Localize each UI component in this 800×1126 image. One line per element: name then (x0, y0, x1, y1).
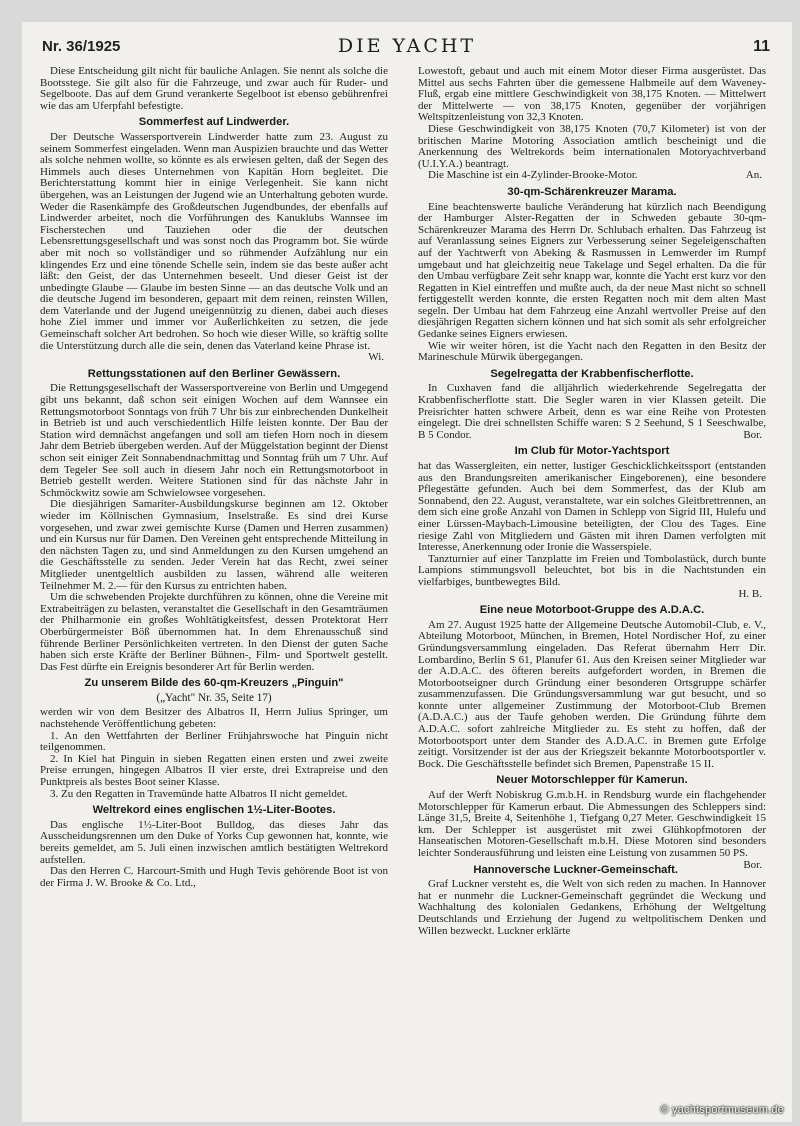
paragraph-weltrekord-1: Das englische 1½-Liter-Boot Bulldog, das dieses Jahr das Ausscheidungsrennen um den Duke of Yorks Cup gewonnen hat, konnte, wie bereits gemeldet, am 5. Juli einen inzwischen amtlich bestätigten Weltrekord aufstellen. (40, 818, 388, 866)
signature-kamerun: Bor. (743, 858, 762, 871)
paragraph-pinguin-3: 2. In Kiel hat Pinguin in sieben Regatten einen ersten und zwei zweite Preise errungen, hingegen Albatros II vier erste, drei Extrapreise und den Punktpreis als bestes Boot seiner Klasse. (40, 752, 388, 789)
paragraph-krabbenfischer: In Cuxhaven fand die alljährlich wiederkehrende Segelregatta der Krabbenfischerflotte statt. Die Segler waren in vier Klassen geteilt. Die Preisrichter hatten schwere Arbeit, denn es war eine Reihe von Protesten eingelegt. Die drei schnellsten Schiffe waren: S 2 Seehund, S 1 Seeschwalbe, B 5 Condor. Bor. (418, 382, 766, 441)
paragraph-pinguin-4: 3. Zu den Regatten in Travemünde hatte Albatros II nicht gemeldet. (50, 787, 348, 800)
paragraph-rettung-3: Um die schwebenden Projekte durchführen zu können, ohne die Vereine mit Extrabeiträgen zu belasten, veranstaltet die Gesellschaft in den Gesamträumen der Philharmonie ein großes Wohltätigkeitsfest, dessen Protektorat Herr Oberbürgermeister Böß übernommen hat. In dem Ehrenausschuß sind führende Berliner Persönlichkeiten vertreten. In den Dienst der guten Sache haben sich erste Kräfte der Berliner Bühnen-, Film- und Sportwelt gestellt. Das Fest dürfte ein Ereignis besonderer Art für Berlin werden. (40, 591, 388, 673)
signature-krabbenfischer: Bor. (743, 428, 762, 441)
paragraph-pinguin-1: werden wir von dem Besitzer des Albatros II, Herrn Julius Springer, um nachstehende Veröffentlichung gebeten: (40, 706, 388, 731)
paragraph-weltrekord-4: Diese Geschwindigkeit von 38,175 Knoten (70,7 Kilometer) ist von der britischen Marine Motoring Association amtlich bescheinigt und die Anerkennung des Weltrekords beim internationalen Motoryachtverband (U.I.Y.A.) beantragt. (418, 122, 766, 170)
paragraph-marama-2: Wie wir weiter hören, ist die Yacht nach den Regatten in den Besitz der Marineschule Mürwik übergegangen. (418, 339, 766, 364)
paragraph-weltrekord-2: Das den Herren C. Harcourt-Smith und Hugh Tevis gehörende Boot ist von der Firma J. W. Brooke & Co. Ltd., (40, 865, 388, 889)
paragraph-rettung-1: Die Rettungsgesellschaft der Wassersportvereine von Berlin und Umgegend gibt uns bekannt, daß schon seit einigen Wochen auf dem Wannsee ein Rettungsmotorboot Sonntags von früh 7 Uhr bis zur einbrechenden Dunkelheit in Betrieb ist und auch verschiedentlich Hilfe leisten konnte. Der Bau der Station wird demnächst angefangen und soll am tiefen Horn noch in diesem Jahr dem Betrieb übergeben werden. Auf der Müggelstation beginnt der Dienst schon seit einiger Zeit Sonnabendnachmittag und Sonntag früh um 7 Uhr. Auf dem Tegeler See soll auch in diesem Jahr noch ein Rettungsmotorboot in Betrieb gestellt werden. Weitere Stationen sind für das nächste Jahr in Schmöckwitz sowie am Schwielowsee vorgesehen. (40, 382, 388, 499)
paragraph-weltrekord-5: Die Maschine ist ein 4-Zylinder-Brooke-Motor. An. (428, 169, 762, 182)
magazine-title: DIE YACHT (337, 35, 477, 57)
paragraph-marama-1: Eine beachtenswerte bauliche Veränderung hat kürzlich nach Beendigung der Hamburger Alster-Regatten der in Schweden gebaute 30-qm-Schärenkreuzer Marama des Herrn Dr. Schlubach erhalten. Das Fahrzeug ist auf Veranlassung seines Eigners zur Verbesserung seiner Segeleigenschaften auf der Yachtwerft von Abeking & Rasmussen in Lemwerder im Rumpf umgebaut und hat gleichzeitig neue Takelage und Segel erhalten. Da die für den Umbau verfügbare Zeit sehr knapp war, konnte die Yacht erst kurz vor den Regatten in Kiel eintreffen und mußte auch, da der neue Mast nicht so schnell fertiggestellt werden konnte, die ersten Regatten noch mit dem alten Mast segeln. Der Umbau hat dem Fahrzeug eine Anzahl wertvoller Preise auf den diesjährigen Regatten sichern können und hat sich somit als sehr erfolgreicher Gedanke seines Eigners erwiesen. (418, 200, 766, 341)
heading-weltrekord: Weltrekord eines englischen 1½-Liter-Bootes. (92, 804, 336, 817)
paragraph-weltrekord-3: Lowestoft, gebaut und auch mit einem Motor dieser Firma ausgerüstet. Das Mittel aus sechs Fahrten über die gemessene Halbmeile auf dem Waveney-Fluß, ergab eine mittlere Geschwindigkeit von 38,175 Knoten. — Mittelwert der Mittelwerte — von 38,175 Knoten, gegenüber der vorjährigen Weltspitzenleistung von 32,3 Knoten. (418, 66, 766, 124)
subheading-pinguin: („Yacht" Nr. 35, Seite 17) (156, 691, 272, 704)
paragraph-club-2: Tanzturnier auf einer Tanzplatte im Freien und Tombolastück, durch bunte Lampions stimmungsvoll beleuchtet, bot bis in die Nachtstunden ein vielfarbiges, buntbewegtes Bild. H. B. (418, 552, 766, 600)
paragraph-rettung-2: Die diesjährigen Samariter-Ausbildungskurse beginnen am 12. Oktober wieder im Köllnischen Gymnasium, Inselstraße. Es sind drei Kurse vorgesehen, und zwar zwei gemischte Kurse (Damen und Herren zusammen) und ein Kursus nur für Damen. Den Vereinen geht entsprechende Mitteilung in den nächsten Tagen zu, und sind Anmeldungen zu den Kursen umgehend an die Geschäftsstelle zu senden. Jeder Verein hat das Recht, zwei seiner Mitglieder unentgeltlich ausbilden zu lassen, während alle weiteren Teilnehmer M. 2.— für den Kursus zu entrichten haben. (40, 498, 388, 592)
signature-club: H. B. (738, 587, 762, 600)
paragraph-luckner: Graf Luckner versteht es, die Welt von sich reden zu machen. In Hannover hat er nunmehr die Luckner-Gemeinschaft gegründet die Weckung und Wachhaltung des kolonialen Gedankens, Erhöhung der Weltgeltung Deutschlands und Erziehung der Jugend zu weltpolitischem Denken und Willen bezweckt. Luckner erklärte (418, 878, 766, 937)
right-column (418, 66, 766, 1121)
magazine-page (22, 22, 792, 1122)
heading-rettungsstationen: Rettungsstationen auf den Berliner Gewässern. (87, 367, 341, 380)
paragraph-club-1: hat das Wassergleiten, ein netter, lustiger Geschicklichkeitssport (entstanden aus den Brandungsreiten amerikanischer Eingeborenen), eine besondere Pflegestätte gefunden. Auch bei dem Sommerfest, das der Klub am Sonnabend, den 22. August, veranstaltete, war ein solches Gleitbrettrennen, an dem sich eine große Anzahl von Damen in Schlepp von Sigrid III, Hulefu und einer Lürssen-Maybach-Limousine beteiligten, der Clou des Tages. Eine riesige Zahl von Mitgliedern und Gästen mit ihren Damen verfolgten mit Interesse, Anerkennung oder Ironie die Wasserspiele. (418, 460, 766, 554)
paragraph-kamerun: Auf der Werft Nobiskrug G.m.b.H. in Rendsburg wurde ein flachgehender Motorschlepper für Kamerun erbaut. Die Abmessungen des Schleppers sind: Länge 31,5, Breite 4, Seitenhöhe 1, Tiefgang 0,27 Meter. Geschwindigkeit 15 km. Der Schlepper ist ausgerüstet mit zwei Glühkopfmotoren der Hanseatischen Motoren-Gesellschaft m.b.H. Diese Motoren sind besonders leichter Sonderausführung und leisten eine Leistung von zusammen 50 PS. Bor. (418, 789, 766, 871)
signature-sommerfest: Wi. (368, 351, 384, 364)
paragraph-sommerfest: Der Deutsche Wassersportverein Lindwerder hatte zum 23. August zu seinem Sommerfest eingeladen. Wenn man Auspizien brauchte und das Wetter als solche nehmen wollte, so könnte es als erwiesen gelten, daß der Segen des Himmels auch dieses Unternehmen von Kapitän Horn begleitet. Die Berichterstattung kommt hier in einige Verlegenheit. Sie kann nicht übergehen, was an Leistungen der Jugend wie an Unterhaltung geboten wurde. Weder die Rasenkämpfe des Großdeutschen Jugendbundes, der ebenfalls auf Lindwerder arbeitet, noch die Vorführungen des Kanuklubs Wannsee im Fischerstechen und Tauziehen oder die der deutschen Lebensrettungsgesellschaft und was sonst noch das Programm bot. Sie würde aber mit noch so vollständiger und so rühmender Aufzählung nur ein klingendes Erz und eine tönende Schelle sein, indem sie das beste außer acht läßt: den Geist, der das Unternehmen beseelt. Und dieser Geist ist der unbedingte Glaube — Glaube im besten Sinne — an das deutsche Volk und an die deutsche Jugend im besonderen, gepaart mit dem reinen, reinsten Willen, dem Vaterlande und der Jugend uneigennützig zu dienen, dabei auch dieses hohe Ziel immer und immer vor Außerlichkeiten zu setzen, die jede Gemeinschaft solcher Art bedrohen. So hoch wie dieser Wille, so kräftig sollte die Unterstützung durch alle die sein, denen das Vaterland keine Phrase ist. Wi. (40, 130, 388, 364)
issue-number: Nr. 36/1925 (42, 38, 121, 55)
heading-pinguin: Zu unserem Bilde des 60-qm-Kreuzers „Pinguin" (84, 677, 344, 690)
paragraph-pinguin-2: 1. An den Wettfahrten der Berliner Frühjahrswoche hat Pinguin nicht teilgenommen. (40, 729, 388, 754)
watermark: © yachtsportmuseum.de (660, 1104, 784, 1116)
page-header (22, 35, 792, 59)
paragraph-adac: Am 27. August 1925 hatte der Allgemeine Deutsche Automobil-Club, e. V., Abteilung Motorboot, München, in Bremen, Hotel Nordischer Hof, zu einer Gründungsversammlung eingeladen. Das Referat übernahm Herr Dir. Lombardino, Berlin S 61, Planufer 61. Aus den Kreisen seiner Mitglieder war der A.D.A.C. des öfteren bereits aufgefordert worden, in Bremen die Motorbootseigner durch Gründung einer besonderen Ortsgruppe schärfer zusammenzufassen. Die Gründungsversammlung war gut besucht, und so konnte unter allgemeiner Zustimmung der Motorboot-Club Bremen (A.D.A.C.) aus der Taufe gehoben werden. Die Gründung führte dem A.D.A.C. sofort zahlreiche Mitglieder zu. Es steht zu hoffen, daß der Motorbootsport unter dem Stander des A.D.A.C. in Bremen gute Erfolge zeitigt. Vorsitzender ist der aus der Kriegszeit bekannte Motorbootsportler v. Bock. Die Geschäftsstelle befindet sich Bremen, Papenstraße 15 II. (418, 618, 766, 770)
heading-kamerun: Neuer Motorschlepper für Kamerun. (496, 774, 688, 787)
heading-marama: 30-qm-Schärenkreuzer Marama. (507, 185, 677, 198)
signature-weltrekord: An. (745, 169, 762, 182)
heading-adac: Eine neue Motorboot-Gruppe des A.D.A.C. (479, 604, 705, 617)
heading-motor-yachtsport: Im Club für Motor-Yachtsport (514, 445, 670, 458)
intro-paragraph: Diese Entscheidung gilt nicht für bauliche Anlagen. Sie nennt als solche die Bootsstege. Sie gilt also für die Fahrzeuge, und zwar auch für Ruder- und Segelboote. Das auf dem Grund verankerte Segelboot ist ebenso gebührenfrei wie das am Uferpfahl befestigte. (40, 66, 388, 112)
heading-krabbenfischer: Segelregatta der Krabbenfischerflotte. (490, 367, 694, 380)
heading-sommerfest: Sommerfest auf Lindwerder. (138, 116, 290, 129)
heading-luckner: Hannoversche Luckner-Gemeinschaft. (473, 863, 678, 876)
left-column (40, 66, 388, 1121)
page-number: 11 (753, 38, 770, 55)
